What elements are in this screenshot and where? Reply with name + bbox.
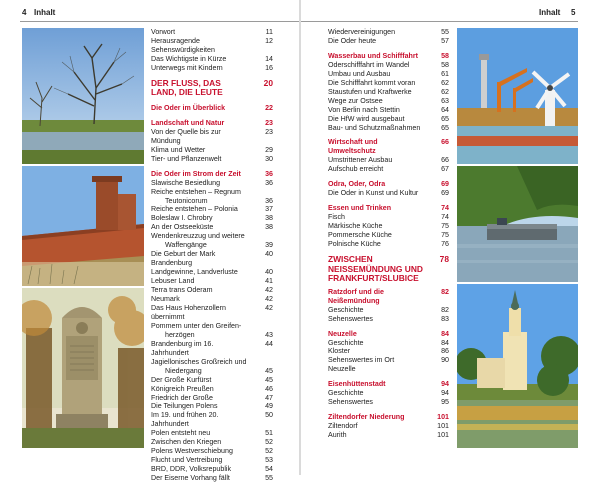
toc-entry[interactable]	[151, 232, 273, 241]
toc-entry-page: 86	[441, 347, 449, 356]
toc-entry-title: Wendenkreuzzug und weitere	[151, 232, 245, 241]
left-running-head: Inhalt	[34, 8, 56, 17]
toc-entry-title: Märkische Küche	[328, 222, 383, 231]
toc-entry[interactable]	[151, 304, 273, 322]
toc-entry-title: Boleslaw I. Chrobry	[151, 214, 213, 223]
toc-entry-page: 39	[265, 241, 273, 250]
toc-entry[interactable]	[328, 124, 449, 133]
toc-entry-page: 36	[265, 178, 273, 187]
toc-entry[interactable]	[151, 205, 273, 214]
toc-entry-title: Das Haus Hohenzollern übernimmt	[151, 303, 226, 321]
toc-entry[interactable]	[151, 250, 273, 268]
toc-entry[interactable]	[151, 367, 273, 376]
toc-entry-page: 11	[265, 28, 273, 36]
toc-entry-title: Teutonicorum	[165, 196, 208, 205]
toc-entry-title: Wiedervereinigungen	[328, 28, 396, 36]
toc-entry-page: 29	[265, 145, 273, 154]
toc-entry-title: An der Ostseeküste	[151, 223, 214, 232]
toc-entry-title: Bau- und Schutzmaßnahmen	[328, 123, 421, 132]
toc-entry-title: Der Große Kurfürst	[151, 375, 212, 384]
toc-entry[interactable]	[328, 315, 449, 324]
toc-entry[interactable]	[328, 189, 449, 198]
toc-entry-title: Essen und Trinken	[328, 204, 392, 213]
toc-entry[interactable]	[328, 231, 449, 240]
toc-entry-title: Umstrittener Ausbau	[328, 156, 393, 165]
toc-entry[interactable]	[151, 268, 273, 277]
toc-entry[interactable]	[151, 214, 273, 223]
toc-entry-title: Vorwort	[151, 28, 176, 36]
toc-entry[interactable]	[151, 402, 273, 411]
toc-entry-title: Slawische Besiedlung	[151, 178, 221, 187]
toc-entry[interactable]	[328, 356, 449, 374]
toc-entry-title: Fisch	[328, 213, 345, 222]
toc-section-heading[interactable]	[328, 138, 449, 156]
toc-entry-title: ZWISCHEN NEISSEMÜNDUNG UND FRANKFURT/SLUBICE	[328, 253, 423, 284]
toc-entry-page: 40	[265, 250, 273, 259]
toc-entry-page: 55	[441, 28, 449, 36]
toc-entry-title: Sehenswertes	[328, 398, 373, 407]
toc-entry-page: 61	[441, 69, 449, 78]
toc-entry-page: 84	[441, 338, 449, 347]
toc-entry-page: 101	[437, 413, 449, 422]
toc-entry-page: 82	[441, 287, 449, 296]
toc-entry-page: 23	[265, 118, 273, 127]
toc-entry-title: Jagiellonisches Großreich und	[151, 357, 247, 366]
toc-entry-page: 36	[265, 196, 273, 205]
toc-entry-page: 66	[441, 156, 449, 165]
toc-entry-page: 101	[437, 431, 449, 440]
toc-entry[interactable]	[151, 456, 273, 465]
photo-stone-monument-forest	[22, 288, 144, 448]
toc-entry-title: Die Schifffahrt kommt voran	[328, 78, 416, 87]
toc-entry-title: Herausragende Sehenswürdigkeiten	[151, 36, 215, 54]
toc-entry-title: Tier- und Pflanzenwelt	[151, 154, 222, 163]
toc-entry[interactable]	[151, 411, 273, 429]
photo-barge-on-river	[457, 166, 578, 282]
toc-entry-title: Brandenburg im 16. Jahrhundert	[151, 339, 214, 357]
toc-entry-page: 76	[441, 240, 449, 249]
right-header-rule	[300, 21, 578, 22]
toc-entry-title: Umbau und Ausbau	[328, 69, 391, 78]
toc-entry-title: Lebuser Land	[151, 277, 195, 286]
toc-entry[interactable]	[151, 128, 273, 146]
toc-entry-page: 75	[441, 231, 449, 240]
toc-entry-title: Geschichte	[328, 338, 364, 347]
toc-entry-page: 47	[265, 393, 273, 402]
toc-entry[interactable]	[328, 339, 449, 348]
toc-entry[interactable]	[151, 223, 273, 232]
toc-entry[interactable]	[328, 28, 449, 37]
toc-entry-page: 20	[263, 77, 273, 88]
photo-city-wall-tower	[22, 166, 144, 286]
toc-entry[interactable]	[151, 447, 273, 456]
toc-section-heading[interactable]	[328, 330, 449, 339]
toc-entry-title: Reiche entstehen – Regnum	[151, 187, 241, 196]
toc-entry[interactable]	[328, 97, 449, 106]
toc-entry[interactable]	[151, 340, 273, 358]
toc-entry-title: Polens Westverschiebung	[151, 447, 233, 456]
toc-entry-page: 16	[265, 63, 273, 72]
toc-entry-page: 38	[265, 214, 273, 223]
toc-entry-title: Flucht und Vertreibung	[151, 456, 223, 465]
toc-entry[interactable]	[151, 331, 273, 340]
toc-entry[interactable]	[151, 277, 273, 286]
toc-entry[interactable]	[151, 197, 273, 206]
toc-section-heading[interactable]	[151, 119, 273, 128]
toc-entry[interactable]	[328, 70, 449, 79]
right-page-header	[300, 0, 600, 22]
toc-entry[interactable]	[328, 347, 449, 356]
toc-entry-page: 44	[265, 339, 273, 348]
toc-entry-title: Die Teilungen Polens	[151, 402, 218, 411]
toc-section-heading[interactable]	[328, 380, 449, 389]
left-page-header	[0, 0, 300, 22]
toc-entry[interactable]	[328, 213, 449, 222]
toc-entry[interactable]	[328, 106, 449, 115]
toc-entry[interactable]	[151, 322, 273, 331]
toc-entry[interactable]	[328, 306, 449, 315]
toc-entry-page: 37	[265, 205, 273, 214]
toc-section-heading[interactable]	[328, 52, 449, 61]
toc-entry-title: Oderschifffahrt im Wandel	[328, 60, 410, 69]
toc-entry-title: Reiche entstehen – Polonia	[151, 205, 238, 214]
toc-entry-page: 51	[265, 429, 273, 438]
toc-entry-title: Sehenswertes	[328, 314, 373, 323]
toc-entry-page: 74	[441, 204, 449, 213]
toc-entry-page: 62	[441, 78, 449, 87]
toc-entry-title: Ziltendorfer Niederung	[328, 413, 405, 422]
toc-entry-title: Friedrich der Große	[151, 393, 213, 402]
toc-entry[interactable]	[328, 61, 449, 70]
toc-entry-title: Pommersche Küche	[328, 231, 392, 240]
toc-entry[interactable]	[328, 156, 449, 165]
toc-entry-title: Geschichte	[328, 305, 364, 314]
toc-entry-title: Die Oder heute	[328, 36, 377, 45]
photo-oder-meadow-tree	[22, 28, 144, 164]
toc-entry[interactable]	[151, 37, 273, 55]
toc-entry-page: 67	[441, 165, 449, 174]
toc-entry-page: 65	[441, 114, 449, 123]
toc-section-heading[interactable]	[328, 180, 449, 189]
photo-harbor-crane-windmill	[457, 28, 578, 164]
toc-entry-page: 58	[441, 51, 449, 60]
toc-entry[interactable]	[328, 88, 449, 97]
toc-entry[interactable]	[151, 188, 273, 197]
toc-entry[interactable]	[328, 240, 449, 249]
toc-entry-title: Wirtschaft und Umweltschutz	[328, 138, 378, 156]
toc-entry-title: Landschaft und Natur	[151, 118, 225, 127]
toc-entry-page: 66	[441, 138, 449, 147]
toc-entry[interactable]	[328, 389, 449, 398]
toc-entry[interactable]	[328, 422, 449, 431]
left-page-number: 4	[22, 8, 27, 17]
toc-entry-title: Die Oder im Überblick	[151, 103, 226, 112]
toc-entry-title: Odra, Oder, Odra	[328, 180, 386, 189]
toc-entry-title: herzögen	[165, 330, 195, 339]
toc-entry[interactable]	[151, 241, 273, 250]
toc-entry[interactable]	[151, 474, 273, 483]
toc-entry-title: Ratzdorf und die Neißemündung	[328, 287, 384, 305]
toc-entry-title: Ziltendorf	[328, 422, 358, 431]
toc-entry-title: Das Wichtigste in Kürze	[151, 54, 227, 63]
toc-entry[interactable]	[151, 64, 273, 73]
toc-entry-title: Staustufen und Kraftwerke	[328, 87, 412, 96]
toc-entry[interactable]	[151, 394, 273, 403]
toc-entry-title: Zwischen den Kriegen	[151, 438, 222, 447]
toc-entry[interactable]	[151, 429, 273, 438]
toc-entry-title: Die Geburt der Mark Brandenburg	[151, 250, 216, 268]
toc-entry-title: Terra trans Oderam	[151, 286, 213, 295]
toc-entry-page: 63	[441, 96, 449, 105]
toc-entry-title: Die HfW wird ausgebaut	[328, 114, 405, 123]
toc-entry[interactable]	[151, 179, 273, 188]
toc-entry[interactable]	[328, 165, 449, 174]
toc-entry-title: Aufschub erreicht	[328, 165, 384, 174]
book-gutter	[299, 0, 301, 475]
toc-entry-title: Unterwegs mit Kindern	[151, 63, 223, 72]
toc-entry[interactable]	[151, 295, 273, 304]
toc-entry-page: 94	[441, 380, 449, 389]
toc-entry-title: BRD, DDR, Volksrepublik	[151, 465, 232, 474]
toc-entry-page: 14	[265, 54, 273, 63]
toc-entry[interactable]	[328, 222, 449, 231]
right-page-number: 5	[571, 8, 576, 17]
toc-entry[interactable]	[328, 115, 449, 124]
toc-entry-page: 90	[441, 356, 449, 365]
toc-entry-title: Die Oder in Kunst und Kultur	[328, 189, 419, 198]
toc-entry[interactable]	[151, 358, 273, 367]
toc-entry-page: 84	[441, 329, 449, 338]
toc-entry-title: Die Oder im Strom der Zeit	[151, 169, 241, 178]
toc-entry-page: 41	[265, 277, 273, 286]
toc-entry-title: Sehenswertes im Ort Neuzelle	[328, 356, 395, 374]
toc-entry-page: 12	[265, 36, 273, 45]
toc-section-heading[interactable]	[328, 204, 449, 213]
toc-entry-page: 42	[265, 286, 273, 295]
toc-entry-title: Neuzelle	[328, 329, 357, 338]
toc-entry-page: 52	[265, 447, 273, 456]
toc-entry-title: Geschichte	[328, 389, 364, 398]
toc-entry-page: 49	[265, 402, 273, 411]
toc-section-heading[interactable]	[328, 288, 449, 306]
toc-entry-title: Von Berlin nach Stettin	[328, 105, 400, 114]
right-table-of-contents	[328, 28, 449, 440]
toc-entry[interactable]	[151, 146, 273, 155]
toc-entry-page: 62	[441, 87, 449, 96]
toc-entry-page: 38	[265, 223, 273, 232]
toc-entry-title: Waffengänge	[165, 241, 207, 250]
toc-entry-page: 101	[437, 422, 449, 431]
toc-entry-page: 54	[265, 465, 273, 474]
toc-entry-page: 69	[441, 189, 449, 198]
right-running-head: Inhalt	[539, 8, 561, 17]
toc-entry-page: 52	[265, 438, 273, 447]
toc-entry[interactable]	[151, 155, 273, 164]
toc-chapter-heading[interactable]	[151, 79, 273, 98]
toc-entry-title: Der Eiserne Vorhang fällt	[151, 474, 230, 483]
toc-entry-page: 43	[265, 330, 273, 339]
toc-entry-page: 40	[265, 268, 273, 277]
toc-entry[interactable]	[328, 431, 449, 440]
toc-entry[interactable]	[151, 376, 273, 385]
toc-section-heading[interactable]	[151, 104, 273, 113]
toc-entry[interactable]	[151, 286, 273, 295]
toc-entry[interactable]	[151, 55, 273, 64]
toc-entry-page: 74	[441, 213, 449, 222]
toc-entry-title: Pommern unter den Greifen-	[151, 321, 242, 330]
toc-entry-title: Niedergang	[165, 366, 202, 375]
toc-entry-page: 58	[441, 60, 449, 69]
toc-entry-page: 30	[265, 154, 273, 163]
toc-entry-page: 69	[441, 180, 449, 189]
left-table-of-contents	[151, 28, 273, 483]
toc-entry-page: 50	[265, 411, 273, 420]
toc-entry-title: Wasserbau und Schifffahrt	[328, 51, 418, 60]
toc-entry-page: 78	[439, 253, 449, 264]
toc-entry-title: Polen entsteht neu	[151, 429, 211, 438]
toc-entry-title: Im 19. und frühen 20. Jahrhundert	[151, 411, 219, 429]
toc-entry[interactable]	[151, 438, 273, 447]
toc-entry[interactable]	[151, 385, 273, 394]
toc-entry[interactable]	[151, 465, 273, 474]
toc-entry[interactable]	[328, 398, 449, 407]
toc-entry-page: 64	[441, 105, 449, 114]
toc-entry-page: 42	[265, 295, 273, 304]
toc-section-heading[interactable]	[151, 170, 273, 179]
toc-chapter-heading[interactable]	[328, 255, 449, 284]
toc-entry-title: Aurith	[328, 431, 347, 440]
toc-entry-page: 83	[441, 314, 449, 323]
toc-entry-page: 57	[441, 36, 449, 45]
toc-entry-title: Eisenhüttenstadt	[328, 380, 386, 389]
toc-entry-title: Polnische Küche	[328, 240, 381, 249]
toc-entry-page: 23	[265, 127, 273, 136]
toc-entry-page: 36	[265, 169, 273, 178]
toc-entry-title: Landgewinne, Landverluste	[151, 268, 238, 277]
toc-section-heading[interactable]	[328, 413, 449, 422]
toc-entry-page: 75	[441, 222, 449, 231]
toc-entry-page: 53	[265, 456, 273, 465]
toc-entry-page: 94	[441, 389, 449, 398]
toc-entry-title: Königreich Preußen	[151, 384, 214, 393]
toc-entry-title: Neumark	[151, 295, 180, 304]
toc-entry-page: 46	[265, 384, 273, 393]
toc-entry-title: Von der Quelle bis zur Mündung	[151, 127, 221, 145]
photo-baroque-church-river	[457, 284, 578, 448]
toc-entry-title: DER FLUSS, DAS LAND, DIE LEUTE	[151, 77, 223, 98]
toc-entry-page: 65	[441, 123, 449, 132]
toc-entry-title: Klima und Wetter	[151, 145, 206, 154]
toc-entry-page: 22	[265, 103, 273, 112]
toc-entry[interactable]	[328, 79, 449, 88]
toc-entry-page: 95	[441, 398, 449, 407]
toc-entry[interactable]	[328, 37, 449, 46]
toc-entry-page: 45	[265, 375, 273, 384]
toc-entry-title: Wege zur Ostsee	[328, 96, 383, 105]
toc-entry-page: 42	[265, 303, 273, 312]
toc-entry-page: 45	[265, 366, 273, 375]
toc-entry-page: 55	[265, 474, 273, 483]
left-header-rule	[20, 21, 300, 22]
toc-entry-page: 82	[441, 305, 449, 314]
toc-entry-title: Kloster	[328, 347, 351, 356]
toc-entry[interactable]	[151, 28, 273, 37]
